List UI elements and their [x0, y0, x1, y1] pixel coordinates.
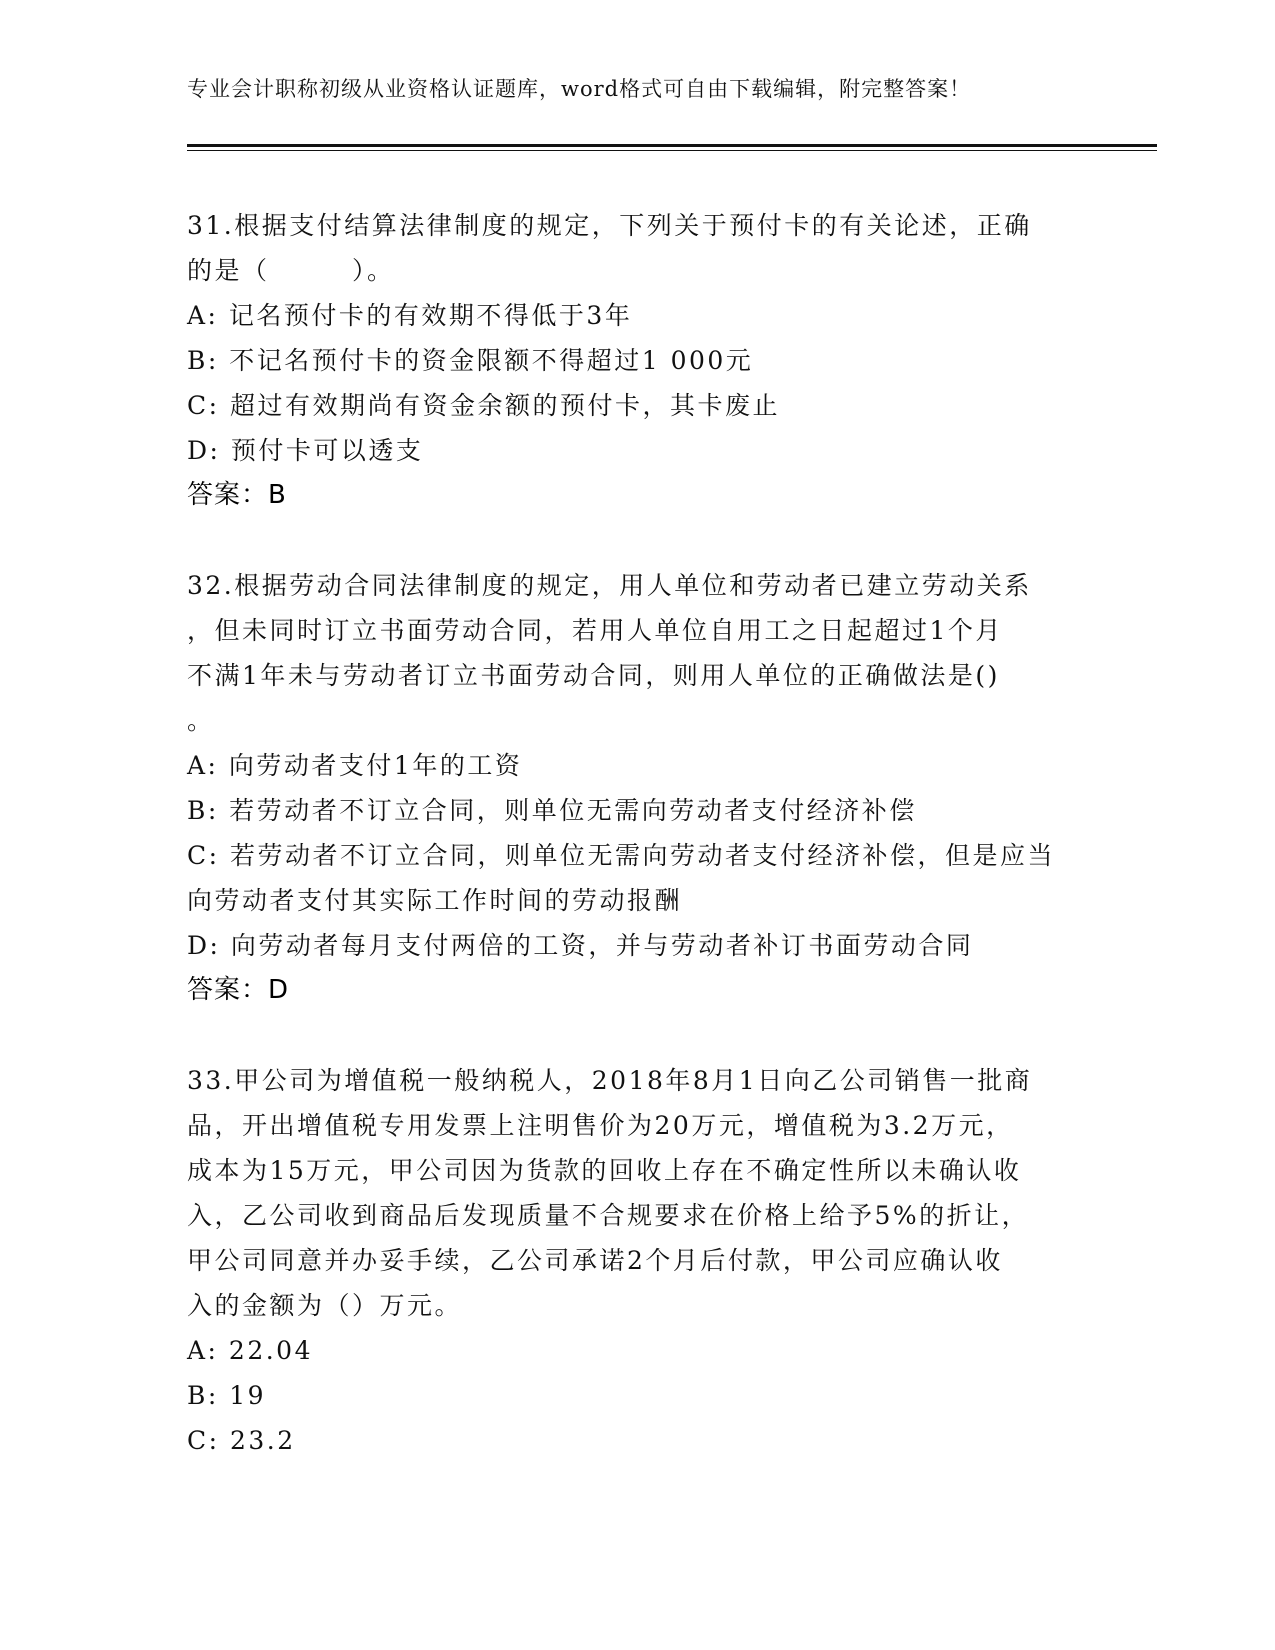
option-a: A: 22.04 [187, 1336, 313, 1365]
question-stem-line: 甲公司同意并办妥手续，乙公司承诺2个月后付款，甲公司应确认收 [187, 1246, 1003, 1275]
option-b: B: 19 [187, 1381, 267, 1410]
option-c: C: 23.2 [187, 1426, 296, 1455]
option-a: A: 记名预付卡的有效期不得低于3年 [187, 301, 633, 330]
question-stem-line: 入的金额为（）万元。 [187, 1291, 463, 1320]
question-33 [187, 1058, 1087, 1463]
question-stem-line: 入，乙公司收到商品后发现质量不合规要求在价格上给予5%的折让， [187, 1201, 1030, 1230]
option-d: D: 预付卡可以透支 [187, 436, 424, 465]
question-stem-line: 不满1年未与劳动者订立书面劳动合同，则用人单位的正确做法是() [187, 661, 1000, 690]
option-b: B: 不记名预付卡的资金限额不得超过1 000元 [187, 346, 754, 375]
question-31 [187, 203, 1087, 518]
page-header: 专业会计职称初级从业资格认证题库，word格式可自由下载编辑，附完整答案！ [187, 77, 972, 101]
question-stem-line: 的是（ ）。 [187, 256, 395, 285]
option-b: B: 若劳动者不订立合同，则单位无需向劳动者支付经济补偿 [187, 796, 917, 825]
question-stem-line: 成本为15万元，甲公司因为货款的回收上存在不确定性所以未确认收 [187, 1156, 1022, 1185]
option-c: C: 超过有效期尚有资金余额的预付卡，其卡废止 [187, 391, 780, 420]
option-c: C: 若劳动者不订立合同，则单位无需向劳动者支付经济补偿，但是应当向劳动者支付其实际工作时间的劳动报酬 [187, 841, 1056, 915]
question-list [187, 203, 1087, 1508]
answer-label: 答案：B [187, 480, 287, 510]
question-stem-line: 32.根据劳动合同法律制度的规定，用人单位和劳动者已建立劳动关系 [187, 571, 1032, 600]
answer-label: 答案：D [187, 975, 290, 1005]
option-d: D: 向劳动者每月支付两倍的工资，并与劳动者补订书面劳动合同 [187, 931, 974, 960]
question-stem-line: ，但未同时订立书面劳动合同，若用人单位自用工之日起超过1个月 [187, 616, 1003, 645]
option-a: A: 向劳动者支付1年的工资 [187, 751, 523, 780]
header-rule-thick [187, 144, 1157, 147]
header-rule-thin [187, 150, 1157, 151]
question-stem-line: 品，开出增值税专用发票上注明售价为20万元，增值税为3.2万元， [187, 1111, 1014, 1140]
question-stem-line: 。 [187, 706, 215, 735]
question-stem-line: 31.根据支付结算法律制度的规定，下列关于预付卡的有关论述，正确 [187, 211, 1032, 240]
question-32 [187, 563, 1087, 1013]
question-stem-line: 33.甲公司为增值税一般纳税人，2018年8月1日向乙公司销售一批商 [187, 1066, 1033, 1095]
